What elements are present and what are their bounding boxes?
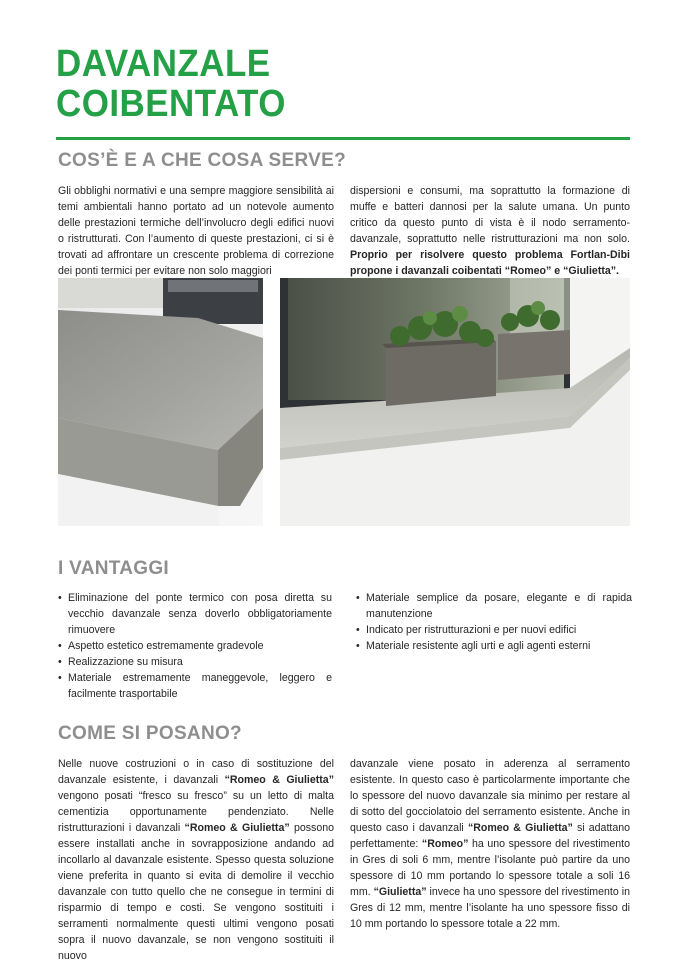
list-item: • Aspetto estetico estremamente gradevole xyxy=(58,638,332,654)
text-run: davanzale viene posato in aderenza al serramento esistente. In questo caso è particolarmente importante che lo spessore del nuovo davanzale sia minimo per restare al di sotto del gocciolatoio del serramento esistente. Anche in questo caso i davanzali xyxy=(350,758,630,834)
installation-text-right xyxy=(350,756,630,932)
title-divider xyxy=(56,137,630,140)
advantages-list-right xyxy=(356,590,632,654)
list-item: • Indicato per ristrutturazioni e per nuovi edifici xyxy=(356,622,632,638)
section-heading-advantages: I VANTAGGI xyxy=(58,558,170,579)
list-item: • Materiale estremamente maneggevole, leggero e facilmente trasportabile xyxy=(58,670,332,702)
list-item: • Eliminazione del ponte termico con posa diretta su vecchio davanzale senza doverlo obbligatoriamente rimuovere xyxy=(58,590,332,638)
intro-text-right xyxy=(350,183,630,279)
text-run: vengono posati “fresco su fresco” su un letto di malta cementizia opportunamente pendenziato. Nelle ristrutturazioni i davanzali xyxy=(58,790,334,834)
page-title-line-2: COIBENTATO xyxy=(56,83,286,125)
intro-text-left: Gli obblighi normativi e una sempre maggiore sensibilità ai temi ambientali hanno portato ad un notevole aumento delle prestazioni termiche dell’involucro degli edifici nuovi o ristrutturati. Con l’aumento di queste prestazioni, ci si è trovati ad affrontare un crescente problema di correzione dei ponti termici per evitare non solo maggiori xyxy=(58,185,334,277)
list-item: • Materiale resistente agli urti e agli agenti esterni xyxy=(356,638,632,654)
photo-sill-with-plants xyxy=(270,278,630,526)
page-title-line-1: DAVANZALE xyxy=(56,43,271,85)
intro-text-right-bold: Proprio per risolvere questo problema Fortlan-Dibi propone i davanzali coibentati “Romeo” e “Giulietta”. xyxy=(350,249,630,277)
photo-sill-closeup xyxy=(58,278,263,526)
text-run: possono essere installati anche in sovrapposizione andando ad incollarlo al davanzale esistente. Spesso questa soluzione viene preferita in quanto si evita di demolire il vecchio davanzale con tutto quello che ne consegue in termini di risparmio di tempo e costi. Se vengono sostituiti i serramenti normalmente questi ultimi vengono posati sopra il nuovo davanzale, se non vengono sostituiti il nuovo xyxy=(58,822,335,962)
text-run: invece ha uno spessore del rivestimento in Gres di 12 mm, mentre l’isolante ha uno spessore fisso di 10 mm portando lo spessore totale a 22 mm. xyxy=(350,886,630,930)
page-title xyxy=(56,44,286,124)
list-item: • Realizzazione su misura xyxy=(58,654,332,670)
list-item: • Materiale semplice da posare, elegante e di rapida manutenzione xyxy=(356,590,632,622)
advantages-list-left xyxy=(58,590,332,702)
text-run: Nelle nuove costruzioni o in caso di sostituzione del davanzale esistente, i davanzali xyxy=(58,758,334,786)
text-run-bold: “Giulietta” xyxy=(373,886,427,898)
text-run: ha uno spessore del rivestimento in Gres di soli 6 mm, mentre l’isolante può partire da uno spessore di 10 mm portando lo spessore totale a soli 16 mm. xyxy=(350,838,631,898)
text-run-bold: “Romeo & Giulietta” xyxy=(467,822,573,834)
installation-text-left xyxy=(58,756,334,964)
section-heading-installation: COME SI POSANO? xyxy=(58,723,242,744)
text-run-bold: “Romeo & Giulietta” xyxy=(184,822,290,834)
section-heading-what: COS’È E A CHE COSA SERVE? xyxy=(58,150,346,171)
intro-text-right-body: dispersioni e consumi, ma soprattutto la formazione di muffe e batteri dannosi per la salute umana. Un punto critico da questo punto di vista è il nodo serramento-davanzale, soprattutto nelle ristrutturazioni ma non solo. xyxy=(350,185,630,245)
text-run: si adattano perfettamente: xyxy=(350,822,631,850)
text-run-bold: “Romeo & Giulietta” xyxy=(224,774,334,786)
text-run-bold: “Romeo” xyxy=(421,838,469,850)
